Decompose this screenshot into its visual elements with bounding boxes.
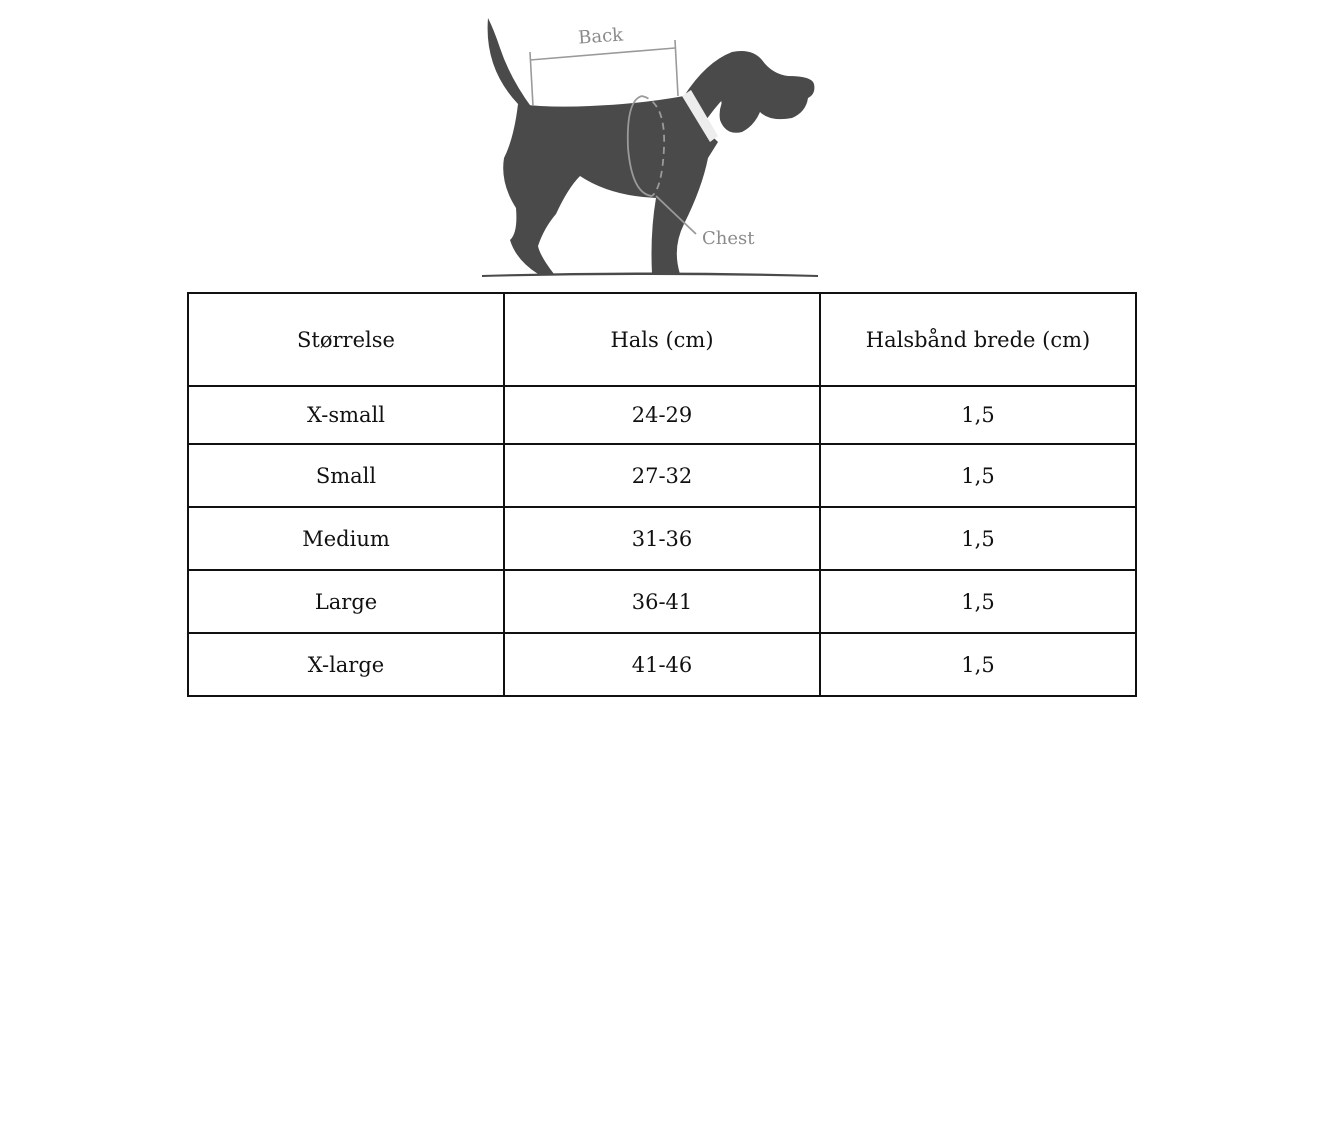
size-cell: X-small <box>188 386 504 444</box>
neck-cell: 31-36 <box>504 507 820 570</box>
chest-label: Chest <box>702 228 755 249</box>
neck-cell: 27-32 <box>504 444 820 507</box>
back-measure-line <box>530 40 678 106</box>
width-cell: 1,5 <box>820 507 1136 570</box>
width-cell: 1,5 <box>820 633 1136 696</box>
size-cell: X-large <box>188 633 504 696</box>
table-row <box>188 633 1136 696</box>
size-cell: Large <box>188 570 504 633</box>
width-cell: 1,5 <box>820 386 1136 444</box>
width-cell: 1,5 <box>820 444 1136 507</box>
size-cell: Medium <box>188 507 504 570</box>
table-row <box>188 570 1136 633</box>
table-row <box>188 386 1136 444</box>
table-row <box>188 444 1136 507</box>
header-neck: Hals (cm) <box>504 293 820 386</box>
size-chart-table <box>187 292 1137 697</box>
neck-cell: 36-41 <box>504 570 820 633</box>
header-collar-width: Halsbånd brede (cm) <box>820 293 1136 386</box>
neck-cell: 24-29 <box>504 386 820 444</box>
width-cell: 1,5 <box>820 570 1136 633</box>
table-header-row <box>188 293 1136 386</box>
size-cell: Small <box>188 444 504 507</box>
neck-cell: 41-46 <box>504 633 820 696</box>
back-label: Back <box>577 24 624 49</box>
ground-shadow <box>482 273 818 278</box>
dog-measurement-diagram <box>470 8 830 280</box>
dog-silhouette <box>488 18 815 274</box>
table-row <box>188 507 1136 570</box>
header-size: Størrelse <box>188 293 504 386</box>
